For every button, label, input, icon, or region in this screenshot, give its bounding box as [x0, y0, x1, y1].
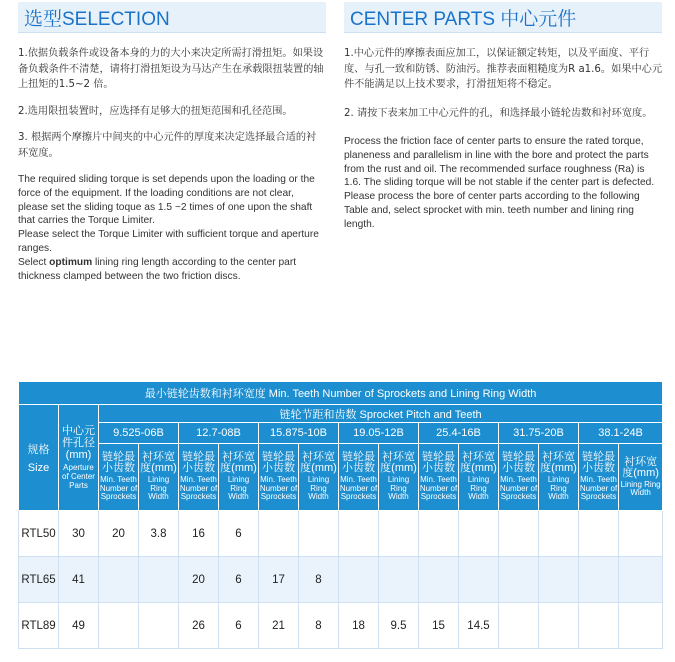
ring-header-zh: 衬环宽度(mm) [460, 451, 497, 475]
size-cell: RTL65 [19, 557, 59, 603]
ring-width-cell [459, 557, 499, 603]
min-teeth-cell: 26 [179, 603, 219, 649]
min-teeth-header [179, 444, 219, 511]
aperture-cell: 49 [59, 603, 99, 649]
aperture-cell: 41 [59, 557, 99, 603]
selection-en-2: Please select the Torque Limiter with sufficient torque and aperture ranges. [18, 229, 319, 254]
center-parts-title: CENTER PARTS 中心元件 [344, 2, 662, 33]
selection-en-3-prefix: Select [18, 256, 50, 268]
ring-width-cell [619, 557, 663, 603]
min-teeth-cell: 20 [179, 557, 219, 603]
ring-header-en: Lining Ring Width [547, 475, 570, 502]
ring-width-cell [539, 557, 579, 603]
center-parts-column [344, 0, 662, 232]
teeth-header-en: Min. Teeth Number of Sprockets [339, 475, 378, 502]
selection-point-2: 2.选用限扭装置时，应选择有足够大的扭矩范围和孔径范围。 [18, 105, 293, 117]
min-teeth-cell [259, 511, 299, 557]
ring-header-zh: 衬环宽度(mm) [220, 451, 257, 475]
min-teeth-header [259, 444, 299, 511]
ring-width-cell [539, 603, 579, 649]
pitch-header: 12.7-08B [179, 423, 259, 444]
pitch-header: 31.75-20B [499, 423, 579, 444]
min-teeth-cell [499, 557, 539, 603]
ring-header-zh: 衬环宽度(mm) [300, 451, 337, 475]
teeth-header-zh: 链轮最小齿数 [262, 451, 295, 475]
teeth-header-zh: 链轮最小齿数 [422, 451, 455, 475]
ring-header-zh: 衬环宽度(mm) [140, 451, 177, 475]
min-teeth-cell: 18 [339, 603, 379, 649]
min-teeth-cell [99, 603, 139, 649]
size-cell: RTL50 [19, 511, 59, 557]
pitch-group-header: 链轮节距和齿数 Sprocket Pitch and Teeth [99, 405, 663, 423]
pitch-header: 9.525-06B [99, 423, 179, 444]
ring-width-header [139, 444, 179, 511]
ring-header-en: Lining Ring Width [620, 479, 661, 497]
min-teeth-cell [499, 511, 539, 557]
aperture-cell: 30 [59, 511, 99, 557]
ring-width-cell: 8 [299, 603, 339, 649]
ring-width-cell: 14.5 [459, 603, 499, 649]
center-parts-point-1: 1.中心元件的摩擦表面应加工，以保证额定转矩，以及平面度、平行度、与孔一致和防锈、防油污。推荐表面粗糙度为R a1.6。如果中心元件不能满足以上技术要求，打滑扭矩将不稳定。 [344, 48, 663, 90]
ring-width-cell: 6 [219, 603, 259, 649]
min-teeth-cell: 21 [259, 603, 299, 649]
pitch-header: 15.875-10B [259, 423, 339, 444]
selection-en-3-rest: lining ring length according to the center part thickness clamped between the two friction discs. [18, 256, 297, 282]
selection-point-3: 3. 根据两个摩擦片中间夹的中心元件的厚度来决定选择最合适的衬环宽度。 [18, 132, 317, 159]
aperture-header [59, 405, 99, 511]
selection-en-3 [18, 256, 326, 284]
ring-width-cell [539, 511, 579, 557]
min-teeth-cell [579, 511, 619, 557]
aperture-header-en: Aperture of Center Parts [62, 463, 95, 490]
ring-width-cell: 3.8 [139, 511, 179, 557]
teeth-header-en: Min. Teeth Number of Sprockets [99, 475, 138, 502]
center-parts-en-2: Please process the bore of center parts according to the following Table and, select sprocket with min. teeth number and lining ring length. [344, 191, 640, 230]
selection-en-1: The required sliding torque is set depends upon the loading or the force of the equipment. If the loading conditions are not clear, please set the sliding toque as 1.5 ~2 times of one upon the shaft that carries the Torque Limiter. [18, 174, 315, 227]
min-teeth-cell [419, 511, 459, 557]
ring-width-cell [139, 603, 179, 649]
ring-width-header [219, 444, 259, 511]
aperture-header-zh: 中心元件孔径(mm) [62, 425, 95, 461]
ring-width-cell [459, 511, 499, 557]
min-teeth-header [579, 444, 619, 511]
size-header-en: Size [27, 461, 50, 474]
teeth-header-en: Min. Teeth Number of Sprockets [579, 475, 618, 502]
table-title: 最小链轮齿数和衬环宽度 Min. Teeth Number of Sprockets and Lining Ring Width [19, 382, 663, 405]
table-row [19, 557, 663, 603]
ring-header-zh: 衬环宽度(mm) [380, 451, 417, 475]
center-parts-en-1: Process the friction face of center parts to ensure the rated torque, planeness and parallelism in line with the bore and protect the parts from the rust and oil. The recommended surface roughness (Ra) is 1.6. The sliding torque will be not stable if the center part is defected. [344, 136, 655, 189]
min-teeth-cell: 20 [99, 511, 139, 557]
sprocket-table [18, 381, 663, 649]
ring-width-cell [299, 511, 339, 557]
min-teeth-header [99, 444, 139, 511]
teeth-header-en: Min. Teeth Number of Sprockets [499, 475, 538, 502]
min-teeth-cell: 15 [419, 603, 459, 649]
min-teeth-header [499, 444, 539, 511]
min-teeth-cell [99, 557, 139, 603]
min-teeth-cell [499, 603, 539, 649]
min-teeth-cell: 17 [259, 557, 299, 603]
ring-width-cell [379, 511, 419, 557]
selection-title: 选型SELECTION [18, 2, 326, 33]
ring-width-cell [379, 557, 419, 603]
ring-width-header [459, 444, 499, 511]
center-parts-point-2: 2. 请按下表来加工中心元件的孔，和选择最小链轮齿数和衬环宽度。 [344, 107, 653, 119]
selection-en-3-bold: optimum [49, 256, 93, 268]
min-teeth-header [419, 444, 459, 511]
teeth-header-zh: 链轮最小齿数 [102, 451, 135, 475]
ring-width-header [299, 444, 339, 511]
size-cell: RTL89 [19, 603, 59, 649]
ring-width-cell: 9.5 [379, 603, 419, 649]
pitch-header: 38.1-24B [579, 423, 663, 444]
ring-header-en: Lining Ring Width [307, 475, 330, 502]
ring-header-zh: 衬环宽度(mm) [540, 451, 577, 475]
ring-width-header [619, 444, 663, 511]
table-row [19, 511, 663, 557]
min-teeth-cell [419, 557, 459, 603]
ring-header-en: Lining Ring Width [467, 475, 490, 502]
min-teeth-cell [579, 557, 619, 603]
ring-header-en: Lining Ring Width [147, 475, 170, 502]
teeth-header-zh: 链轮最小齿数 [502, 451, 535, 475]
selection-point-1: 1.依据负载条件或设备本身的力的大小来决定所需打滑扭矩。如果设备负载条件不清楚，请将打滑扭矩设为马达产生在承载限扭装置的轴上扭矩的1.5~2 倍。 [18, 48, 324, 90]
ring-header-zh: 衬环宽度(mm) [622, 455, 659, 479]
ring-width-cell [139, 557, 179, 603]
ring-width-cell: 6 [219, 511, 259, 557]
size-header [19, 405, 59, 511]
ring-width-header [539, 444, 579, 511]
ring-header-en: Lining Ring Width [387, 475, 410, 502]
teeth-header-zh: 链轮最小齿数 [342, 451, 375, 475]
ring-width-cell: 6 [219, 557, 259, 603]
pitch-header: 19.05-12B [339, 423, 419, 444]
teeth-header-en: Min. Teeth Number of Sprockets [419, 475, 458, 502]
min-teeth-cell [339, 511, 379, 557]
teeth-header-en: Min. Teeth Number of Sprockets [259, 475, 298, 502]
ring-width-cell [619, 511, 663, 557]
pitch-header: 25.4-16B [419, 423, 499, 444]
ring-width-cell [619, 603, 663, 649]
ring-width-header [379, 444, 419, 511]
table-row [19, 603, 663, 649]
selection-column [18, 0, 326, 283]
teeth-header-zh: 链轮最小齿数 [182, 451, 215, 475]
min-teeth-cell: 16 [179, 511, 219, 557]
size-header-zh: 规格 [27, 443, 50, 456]
ring-width-cell: 8 [299, 557, 339, 603]
teeth-header-en: Min. Teeth Number of Sprockets [179, 475, 218, 502]
min-teeth-cell [339, 557, 379, 603]
teeth-header-zh: 链轮最小齿数 [582, 451, 615, 475]
ring-header-en: Lining Ring Width [227, 475, 250, 502]
min-teeth-cell [579, 603, 619, 649]
min-teeth-header [339, 444, 379, 511]
